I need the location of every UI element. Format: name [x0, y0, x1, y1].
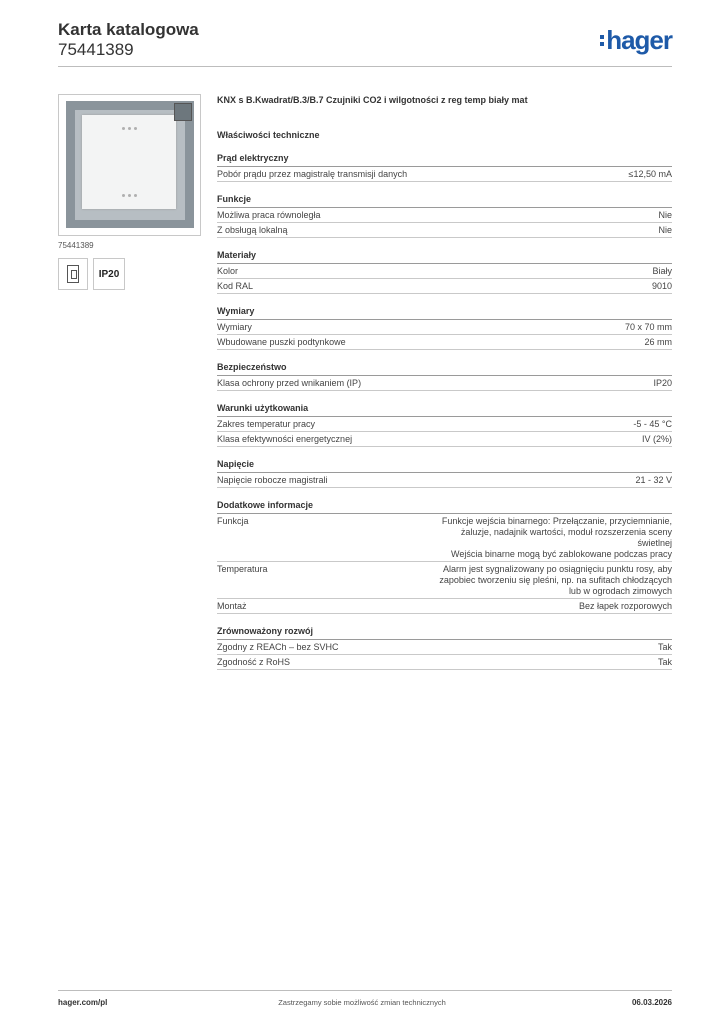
spec-value-line: Funkcje wejścia binarnego: Przełączanie, przyciemnianie, [441, 516, 672, 526]
spec-row [217, 562, 672, 599]
flush-mount-icon [58, 258, 88, 290]
spec-row [217, 473, 672, 488]
spec-label: Zgodny z REACh – bez SVHC [217, 642, 339, 652]
spec-content [217, 95, 672, 682]
product-code: 75441389 [58, 40, 134, 59]
product-image [58, 94, 201, 236]
tech-properties-heading: Właściwości techniczne [217, 130, 320, 140]
spec-label: Funkcja [217, 516, 249, 526]
spec-label: Kolor [217, 266, 239, 276]
footer-divider [58, 990, 672, 991]
spec-row [217, 432, 672, 447]
section-heading: Funkcje [217, 194, 672, 208]
spec-value-line: Alarm jest sygnalizowany po osiągnięciu punktu rosy, aby [443, 564, 672, 574]
spec-value [652, 281, 672, 292]
spec-value [658, 642, 672, 653]
spec-value [625, 322, 672, 333]
spec-section [217, 500, 672, 614]
product-title: KNX s B.Kwadrat/B.3/B.7 Czujniki CO2 i wilgotności z reg temp biały mat [217, 95, 528, 105]
spec-section [217, 194, 672, 238]
spec-section [217, 362, 672, 391]
footer-website-link[interactable]: hager.com/pl [58, 998, 108, 1007]
spec-value-line: Wejścia binarne mogą być zablokowane podczas pracy [451, 549, 672, 559]
spec-label: Wbudowane puszki podtynkowe [217, 337, 346, 347]
spec-value-line: 9010 [651, 281, 672, 291]
spec-section [217, 153, 672, 182]
spec-value [658, 657, 672, 668]
spec-row [217, 599, 672, 614]
section-heading: Warunki użytkowania [217, 403, 672, 417]
spec-value [652, 266, 672, 277]
spec-row [217, 320, 672, 335]
spec-label: Pobór prądu przez magistralę transmisji danych [217, 169, 408, 179]
spec-row [217, 640, 672, 655]
spec-label: Klasa efektywności energetycznej [217, 434, 353, 444]
spec-value-line: 70 x 70 mm [624, 322, 672, 332]
hager-logo [600, 26, 672, 54]
spec-label: Montaż [217, 601, 247, 611]
spec-value-line: IP20 [653, 378, 672, 388]
spec-value [633, 419, 672, 430]
spec-sections [217, 153, 672, 670]
footer-disclaimer: Zastrzegamy sobie możliwość zmian technicznych [278, 998, 446, 1007]
ip-rating-badge: IP20 [93, 258, 125, 290]
section-heading: Prąd elektryczny [217, 153, 672, 167]
section-heading: Bezpieczeństwo [217, 362, 672, 376]
spec-value [629, 169, 672, 180]
spec-value-line: Biały [652, 266, 672, 276]
spec-value [658, 210, 672, 221]
spec-value-line: lub w ogrodach zimowych [568, 586, 672, 596]
spec-label: Zakres temperatur pracy [217, 419, 316, 429]
spec-label: Zgodność z RoHS [217, 657, 291, 667]
section-heading: Napięcie [217, 459, 672, 473]
spec-row [217, 417, 672, 432]
spec-value [442, 516, 672, 560]
spec-label: Z obsługą lokalną [217, 225, 288, 235]
spec-label: Klasa ochrony przed wnikaniem (IP) [217, 378, 362, 388]
section-heading: Zrównoważony rozwój [217, 626, 672, 640]
spec-value [642, 434, 672, 445]
spec-row [217, 279, 672, 294]
spec-value [644, 337, 672, 348]
spec-section [217, 306, 672, 350]
grid-corner-icon [174, 103, 192, 121]
spec-value-line: 26 mm [644, 337, 672, 347]
section-heading: Dodatkowe informacje [217, 500, 672, 514]
spec-value-line: świetlnej [637, 538, 672, 548]
spec-row [217, 208, 672, 223]
spec-value [653, 378, 672, 389]
spec-value-line: ≤12,50 mA [628, 169, 672, 179]
spec-value-line: Nie [658, 210, 672, 220]
spec-value-line: żaluzje, nadajnik wartości, moduł rozszerzenia sceny [460, 527, 672, 537]
spec-value-line: -5 - 45 °C [633, 419, 672, 429]
spec-value [635, 475, 672, 486]
spec-value-line: Tak [657, 657, 672, 667]
spec-value [579, 601, 672, 612]
page-header [58, 20, 199, 60]
image-caption: 75441389 [58, 241, 94, 250]
spec-label: Napięcie robocze magistrali [217, 475, 328, 485]
spec-row [217, 514, 672, 562]
spec-row [217, 655, 672, 670]
section-heading: Materiały [217, 250, 672, 264]
spec-value-line: zapobiec tworzeniu się pleśni, np. na sufitach chłodzących [439, 575, 672, 585]
spec-label: Możliwa praca równoległa [217, 210, 321, 220]
sensor-device-icon [82, 115, 176, 209]
spec-label: Temperatura [217, 564, 268, 574]
spec-value [439, 564, 672, 597]
spec-label: Wymiary [217, 322, 252, 332]
spec-row [217, 167, 672, 182]
spec-value-line: IV (2%) [641, 434, 672, 444]
spec-section [217, 626, 672, 670]
spec-row [217, 335, 672, 350]
header-divider [58, 66, 672, 67]
spec-section [217, 459, 672, 488]
page-title: Karta katalogowa [58, 20, 199, 39]
footer-date: 06.03.2026 [631, 998, 672, 1007]
spec-value [658, 225, 672, 236]
spec-value-line: Bez łapek rozporowych [578, 601, 672, 611]
spec-value-line: Nie [658, 225, 672, 235]
spec-value-line: Tak [657, 642, 672, 652]
spec-row [217, 376, 672, 391]
logo-dots-icon [600, 35, 604, 46]
spec-row [217, 264, 672, 279]
spec-section [217, 403, 672, 447]
spec-value-line: 21 - 32 V [635, 475, 672, 485]
spec-row [217, 223, 672, 238]
spec-label: Kod RAL [217, 281, 254, 291]
logo-wordmark: hager [606, 25, 672, 55]
section-heading: Wymiary [217, 306, 672, 320]
spec-section [217, 250, 672, 294]
